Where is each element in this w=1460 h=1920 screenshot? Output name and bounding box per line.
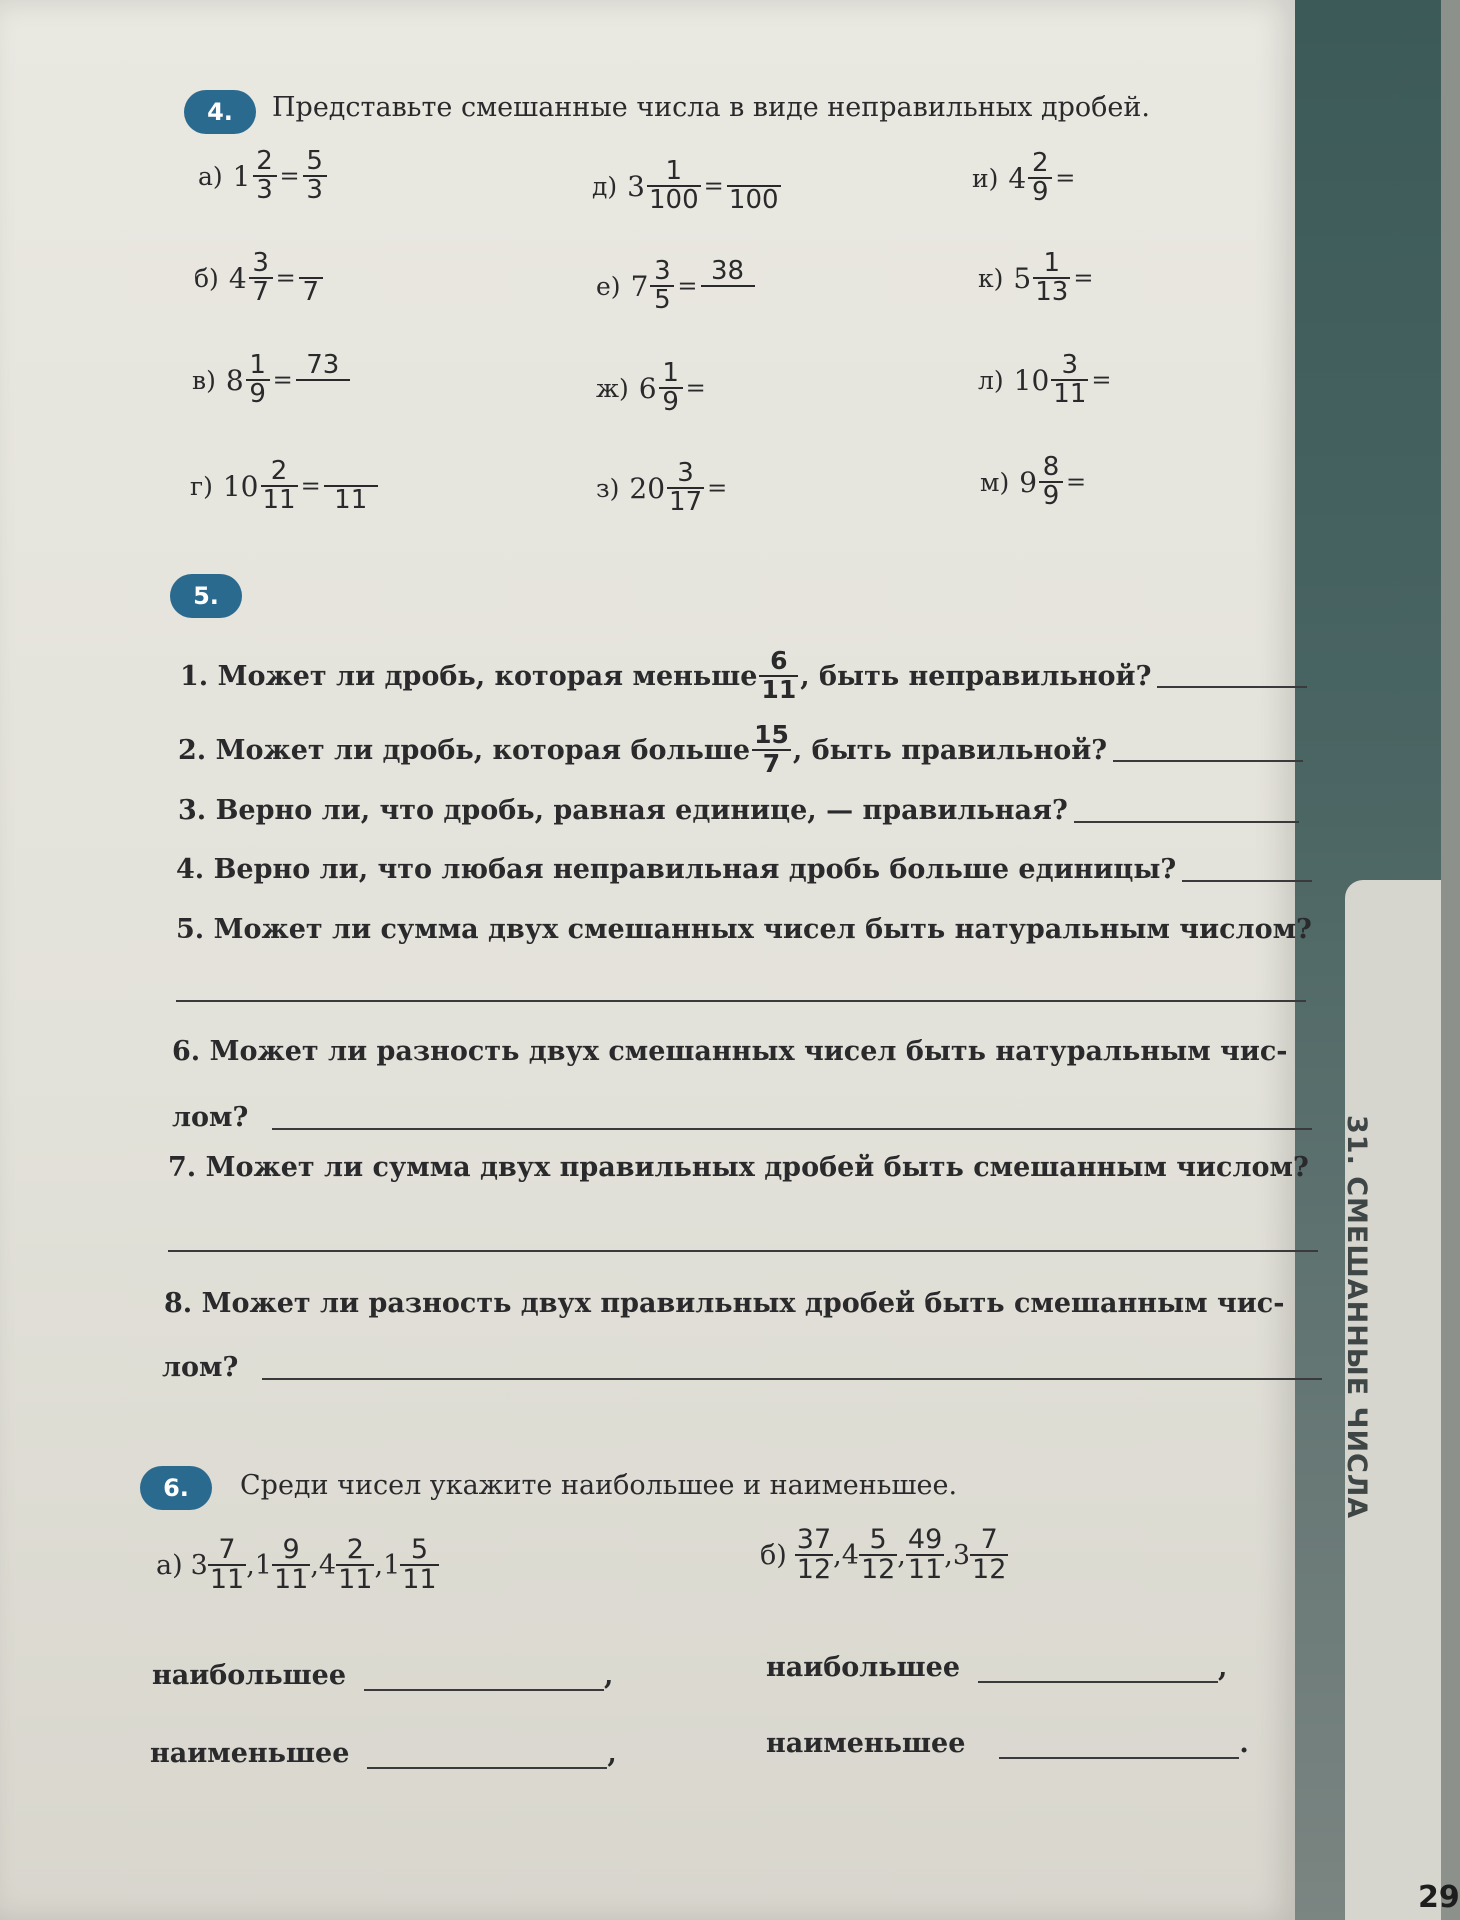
answer-line[interactable] (272, 1106, 1312, 1130)
exercise-4v: в) 8 $\frac{1}{9}$ = 73 (192, 352, 350, 409)
section-title: 31. СМЕШАННЫЕ ЧИСЛА (1341, 1115, 1372, 1520)
answer-fraction[interactable]: 7 (299, 250, 323, 306)
question-8-continued: лом? (162, 1352, 1322, 1383)
exercise-4l: л) 10 $\frac{3}{11}$ = (978, 350, 1112, 410)
question-5: 5. Может ли сумма двух смешанных чисел быть натуральным числом? (176, 914, 1312, 945)
answer-line[interactable] (168, 1250, 1318, 1252)
task-6-badge: 6. (140, 1466, 212, 1510)
fraction: $\frac{2}{11}$ (338, 1534, 373, 1596)
answer-line[interactable] (1157, 664, 1307, 688)
task-4-heading: Представьте смешанные числа в виде неправильных дробей. (272, 92, 1150, 123)
exercise-4e: е) 7 $\frac{3}{5}$ = 38 (596, 258, 755, 315)
fraction: $\frac{8}{9}$ (1039, 454, 1063, 511)
numbers-a: а) 3 $\frac{7}{11}$ , 1 $\frac{9}{11}$ , 4 $\frac{2}{11}$ , 1 $\frac{5}{11}$ (156, 1534, 437, 1596)
fraction: $\frac{3}{11}$ (1053, 350, 1087, 410)
exercise-4a: а) 1 $\frac{2}{3}$ = $\frac{5}{3}$ (198, 148, 327, 205)
answer-fraction[interactable]: 38 (701, 258, 755, 314)
largest-a: наибольшее , (152, 1660, 614, 1691)
answer-line[interactable] (176, 1000, 1306, 1002)
answer-line[interactable] (1113, 738, 1303, 762)
task-6-heading: Среди чисел укажите наибольшее и наименьшее. (240, 1470, 958, 1501)
fraction: $\frac{1}{13}$ (1035, 248, 1069, 308)
exercise-4k: к) 5 $\frac{1}{13}$ = (978, 248, 1094, 308)
fraction: $\frac{7}{12}$ (972, 1524, 1007, 1586)
fraction: $\frac{5}{11}$ (402, 1534, 437, 1596)
question-3: 3. Верно ли, что дробь, равная единице, — правильная? (178, 795, 1299, 826)
answer-line[interactable] (1074, 799, 1299, 823)
answer-fraction: $\frac{5}{3}$ (303, 148, 327, 205)
exercise-4zh: ж) 6 $\frac{1}{9}$ = (596, 358, 706, 418)
answer-line[interactable] (978, 1659, 1218, 1683)
question-8: 8. Может ли разность двух правильных дробей быть смешанным чис- (164, 1288, 1285, 1319)
answer-fraction[interactable]: 100 (727, 158, 781, 214)
largest-b: наибольшее , (766, 1652, 1228, 1683)
smallest-a: наименьшее , (150, 1738, 617, 1769)
exercise-4g: г) 10 $\frac{2}{11}$ = 11 (190, 458, 378, 515)
answer-line[interactable] (999, 1735, 1239, 1759)
fraction: $\frac{49}{11}$ (907, 1524, 943, 1586)
smallest-b: наименьшее . (766, 1728, 1249, 1759)
page-number: 29 (1418, 1880, 1460, 1915)
question-4: 4. Верно ли, что любая неправильная дробь больше единицы? (176, 854, 1312, 885)
fraction: $\frac{1}{9}$ (246, 352, 270, 409)
task-5-badge: 5. (170, 574, 242, 618)
fraction: $\frac{1}{100}$ (648, 156, 699, 216)
exercise-4b: б) 4 $\frac{3}{7}$ = 7 (194, 250, 323, 307)
fraction: $\frac{15}{7}$ (754, 720, 789, 778)
numbers-b: б) $\frac{37}{12}$ , 4 $\frac{5}{12}$ , $\frac{49}{11}$ , 3 $\frac{7}{12}$ (760, 1524, 1007, 1586)
exercise-4d: д) 3 $\frac{1}{100}$ = 100 (592, 158, 781, 215)
fraction: $\frac{2}{11}$ (262, 456, 296, 516)
exercise-4i: и) 4 $\frac{2}{9}$ = (972, 148, 1076, 208)
fraction: $\frac{1}{9}$ (659, 360, 683, 417)
question-6: 6. Может ли разность двух смешанных чисел быть натуральным чис- (172, 1036, 1288, 1067)
answer-fraction[interactable]: 73 (296, 352, 350, 408)
answer-line[interactable] (367, 1745, 607, 1769)
answer-line[interactable] (1182, 858, 1312, 882)
question-1: 1. Может ли дробь, которая меньше $\frac{6}{11}$ , быть неправильной? (180, 648, 1307, 704)
exercise-4z: з) 20 $\frac{3}{17}$ = (596, 458, 728, 518)
fraction: $\frac{7}{11}$ (209, 1534, 245, 1596)
fraction: $\frac{5}{12}$ (860, 1524, 896, 1586)
fraction: $\frac{37}{12}$ (796, 1524, 832, 1586)
fraction: $\frac{3}{17}$ (669, 458, 703, 518)
answer-fraction[interactable]: 11 (324, 458, 378, 514)
fraction: $\frac{3}{7}$ (249, 250, 273, 307)
fraction: $\frac{2}{9}$ (1028, 150, 1052, 207)
fraction: $\frac{6}{11}$ (761, 646, 797, 704)
question-7: 7. Может ли сумма двух правильных дробей быть смешанным числом? (168, 1152, 1309, 1183)
question-6-continued: лом? (172, 1102, 1312, 1133)
fraction: $\frac{2}{3}$ (253, 148, 277, 205)
fraction: $\frac{9}{11}$ (273, 1534, 309, 1596)
answer-line[interactable] (364, 1667, 604, 1691)
question-2: 2. Может ли дробь, которая больше $\frac{15}{7}$ , быть правильной? (178, 722, 1303, 778)
answer-line[interactable] (262, 1356, 1322, 1380)
exercise-4m: м) 9 $\frac{8}{9}$ = (980, 452, 1087, 512)
fraction: $\frac{3}{5}$ (650, 258, 674, 315)
task-4-badge: 4. (184, 90, 256, 134)
